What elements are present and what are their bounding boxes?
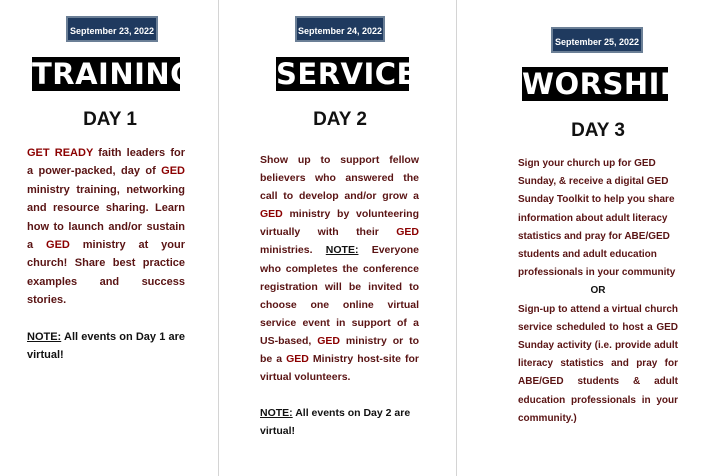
day1-text-c: ministry at your church! Share best practice examples and success stories. [27,239,185,307]
day3-heading: WORSHIP [522,67,682,101]
day2-text-e: ministry or to be a [260,334,420,366]
day2-text-f: Ministry host-site for virtual volunteers. [260,353,419,384]
day2-text-c: ministries. [260,244,326,257]
day3-column [456,0,720,476]
day1-get-ready: GET READY [27,147,94,159]
day1-note-label: NOTE: [27,330,62,343]
day2-note-label-1: NOTE: [325,244,359,257]
day1-day-label: DAY 1 [83,109,137,130]
day3-or: OR [590,285,606,297]
day1-text-a: faith leaders for a power-packed, day of [27,147,185,178]
day2-date-badge: September 24, 2022 [295,16,385,42]
day2-heading: SERVICE [276,57,417,91]
day2-note-text: All events on Day 2 are virtual! [260,407,411,438]
day2-description [260,151,419,440]
day2-ged-1: GED [260,208,283,221]
day1-date-badge: September 23, 2022 [66,16,158,42]
day2-day-label: DAY 2 [313,109,367,130]
day2-text-d: Everyone who completes the conference registration will be invited to choose one online virtual service event in support of a US-based, [260,244,419,347]
day1-heading: TRAINING [32,57,195,91]
day1-description [27,144,185,364]
day1-column [0,0,218,476]
day3-day-label: DAY 3 [571,120,625,141]
day1-ged-1: GED [161,165,185,178]
day1-ged-2: GED [46,239,70,252]
day2-text-a: Show up to support fellow believers who answered the call to develop and/or grow a [260,154,419,203]
day2-ged-3: GED [317,334,341,347]
day2-text-b: ministry by volunteering virtually with their [260,208,419,239]
day2-note-label-2: NOTE: [260,407,293,420]
day3-paragraph-1: Sign your church up for GED Sunday, & receive a digital GED Sunday Toolkit to help you share information about adult literacy statistics and pray for ABE/GED students and adult education professionals in your community [518,158,676,279]
day2-ged-2: GED [396,226,419,239]
day3-paragraph-2: Sign-up to attend a virtual church service scheduled to host a GED Sunday activity (i.e. provide adult literacy statistics and pray for ABE/GED students & adult education professionals in your community.) [518,303,678,424]
day3-description [518,155,678,428]
day2-column [218,0,456,476]
day3-date-badge: September 25, 2022 [551,27,643,53]
day1-text-b: ministry training, networking and resource sharing. Learn how to launch and/or sustain a [27,183,185,252]
day2-ged-4: GED [286,353,309,366]
day1-note-text: All events on Day 1 are virtual! [27,330,185,362]
